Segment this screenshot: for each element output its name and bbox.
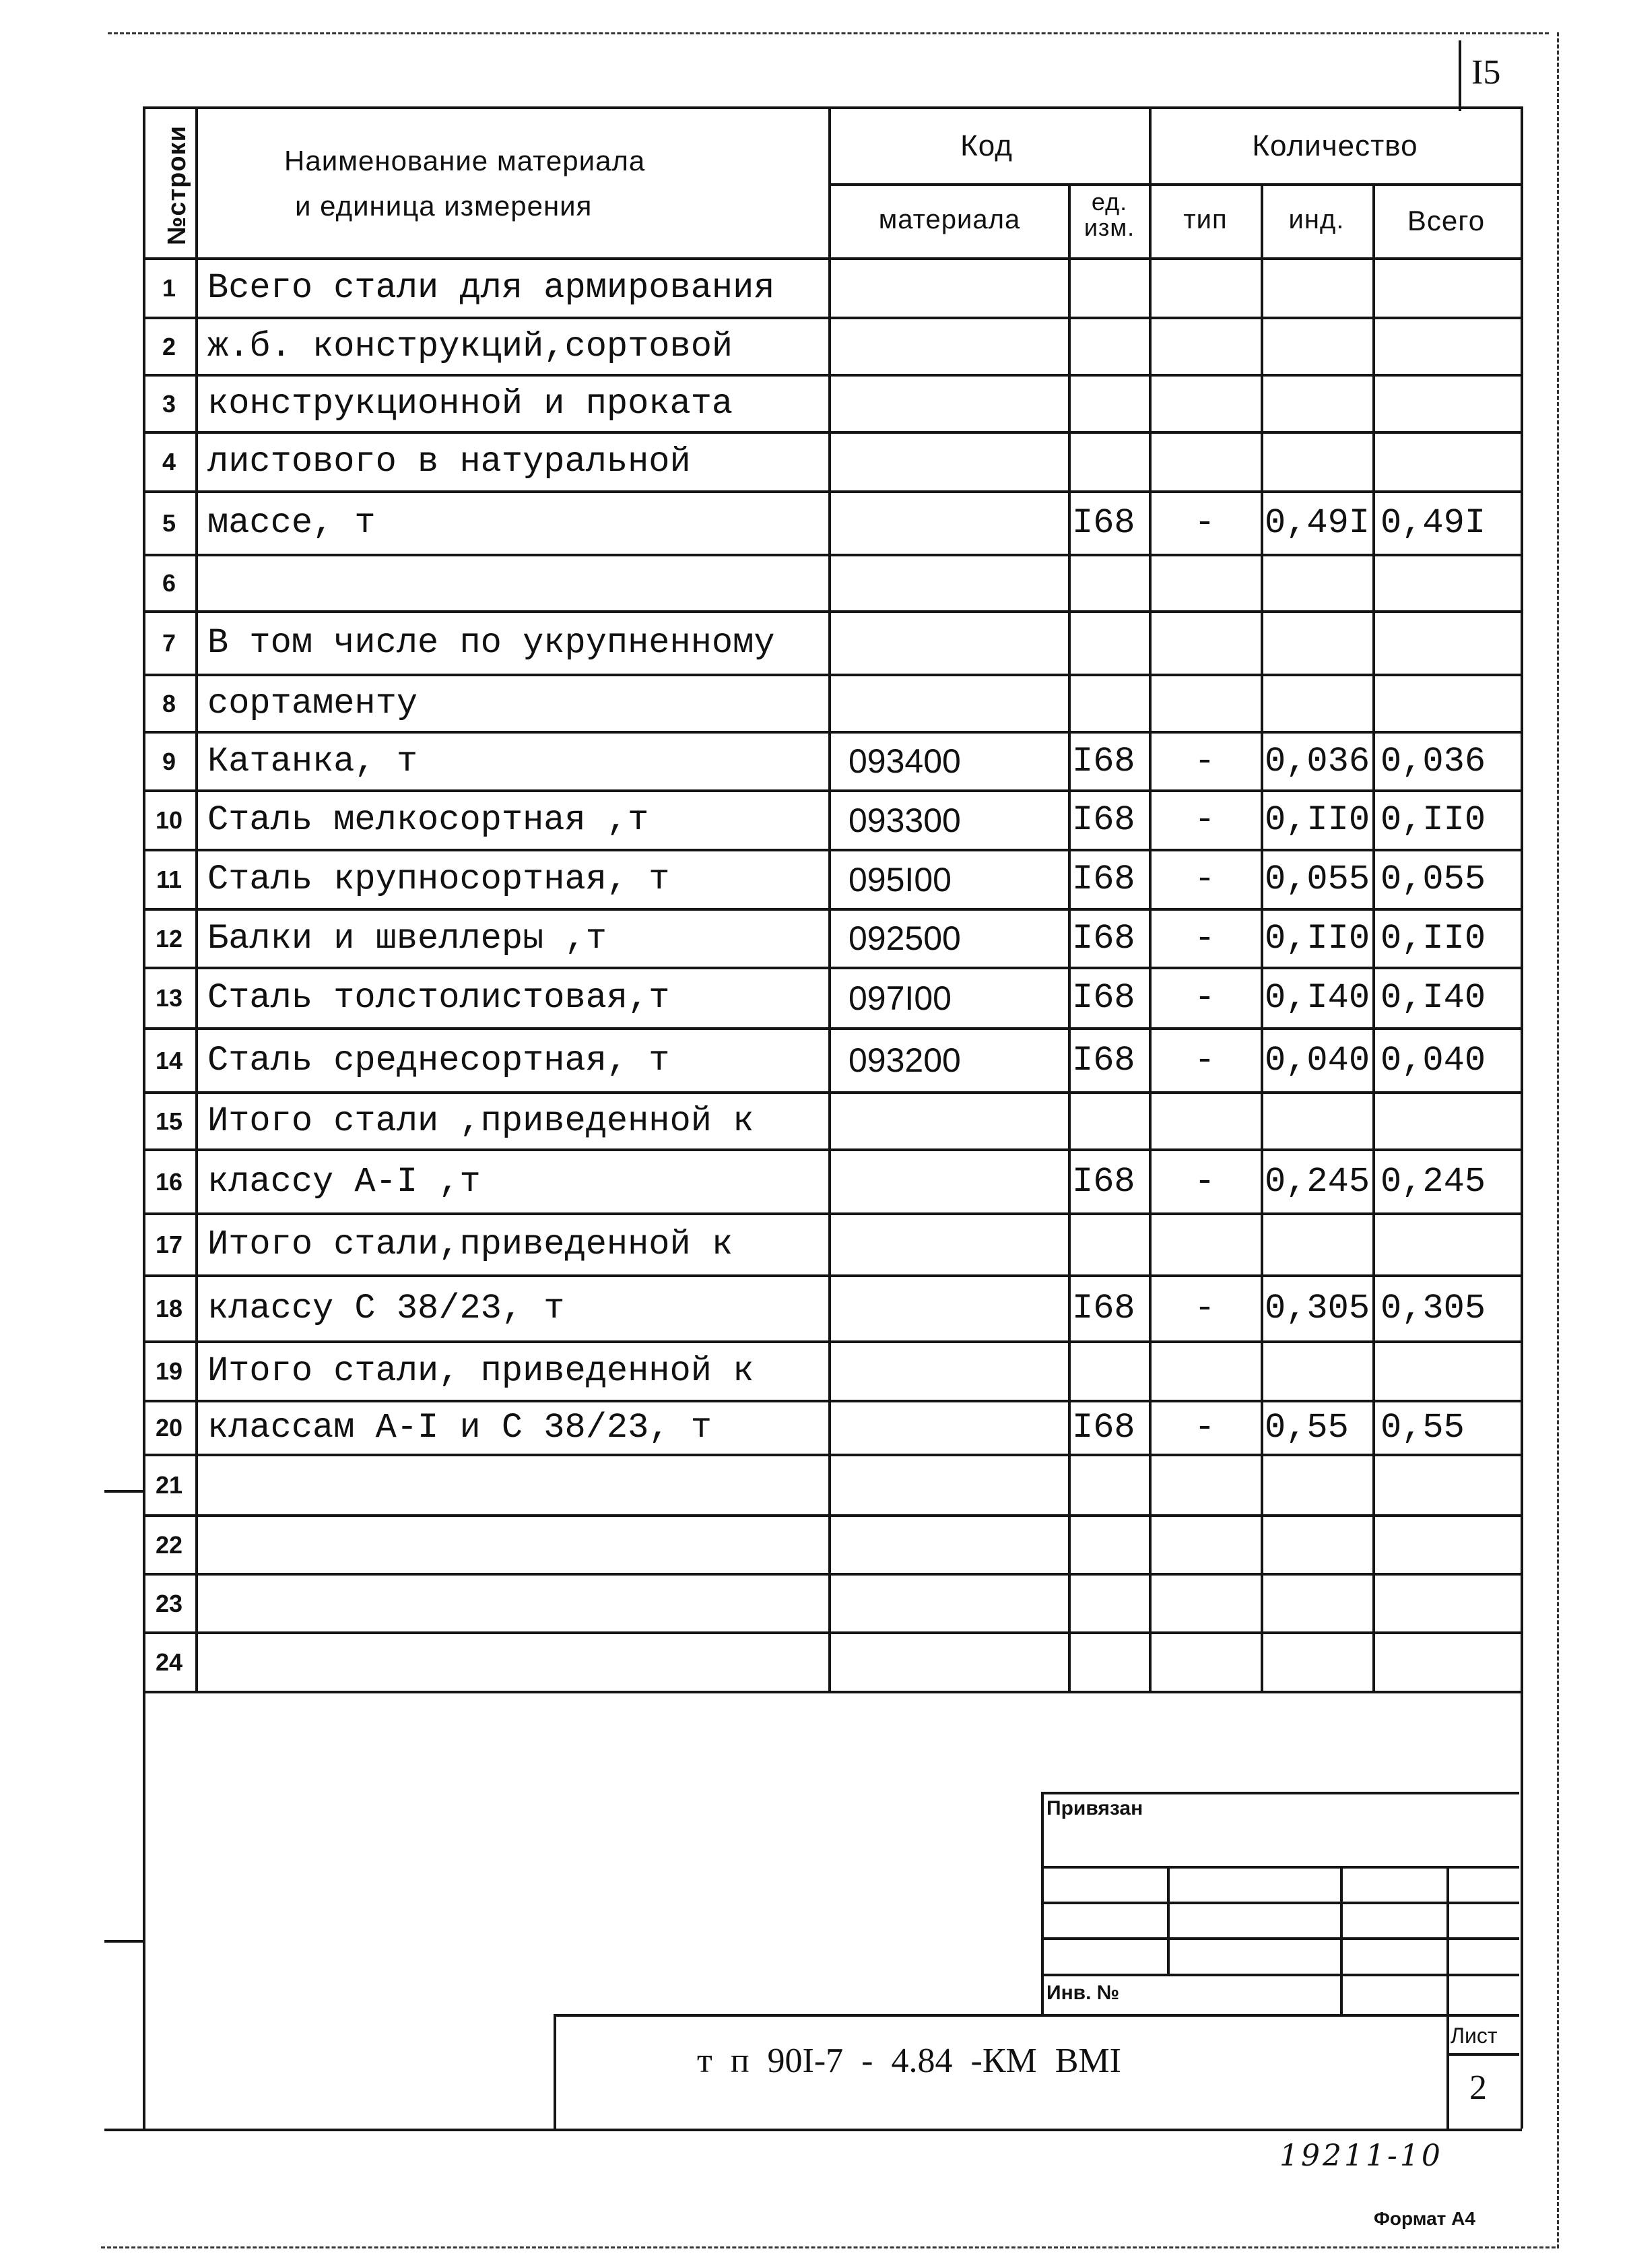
row-total [1380,1455,1519,1516]
row-unit [1072,1214,1146,1276]
header-name-line2: и единица измерения [295,190,593,222]
row-total [1380,259,1519,318]
row-total [1380,675,1519,732]
row-number: 20 [155,1414,183,1441]
row-ind: 0,55 [1265,1408,1349,1448]
row-number: 14 [155,1047,183,1074]
row-number: 19 [155,1357,183,1385]
col-line [828,106,831,1691]
row-ind [1265,1455,1370,1516]
row-name [207,1516,820,1574]
row-ind [1265,1093,1370,1150]
row-type: - [1194,742,1216,781]
row-code [848,1574,1061,1633]
stamp-sheet-number: 2 [1469,2069,1487,2107]
row-unit [1072,318,1146,375]
row-type: - [1194,1289,1216,1328]
row-name: В том числе по укрупненному [207,623,775,663]
row-code [848,1401,1061,1455]
stamp-inv-no: Инв. № [1046,1982,1120,2004]
row-total: 0,55 [1380,1408,1465,1448]
row-code [848,1455,1061,1516]
row-total [1380,1574,1519,1633]
row-number: 5 [162,509,176,537]
table-top-line [143,106,1521,109]
row-number: 10 [155,806,183,834]
row-total [1380,1342,1519,1401]
row-name [207,1574,820,1633]
header-sub-line [828,183,1521,186]
row-number: 18 [155,1295,183,1322]
row-code [848,1093,1061,1150]
row-unit [1072,432,1146,492]
row-number: 1 [162,274,176,302]
row-ind [1265,375,1370,432]
header-name-line1: Наименование материала [284,145,646,176]
col-line [1372,183,1375,1691]
row-unit: I68 [1072,1041,1135,1080]
row-ind: 0,040 [1265,1041,1370,1080]
row-code [848,675,1061,732]
row-code [848,432,1061,492]
row-total [1380,375,1519,432]
bottom-border [101,2246,1556,2248]
stamp-line [1340,1866,1343,2014]
row-code [848,612,1061,675]
stamp-line [1446,2053,1519,2056]
page-number-box-left [1459,40,1461,111]
row-number: 9 [162,748,176,775]
row-name: Всего стали для армирования [207,268,775,308]
row-code [848,1150,1061,1214]
row-unit [1072,1516,1146,1574]
row-total: 0,II0 [1380,800,1486,840]
binding-mark [104,1940,145,1943]
row-ind [1265,1574,1370,1633]
stamp-doc-code: т п 90I-7 - 4.84 -КМ ВМI [697,2042,1121,2080]
row-name: конструкционной и проката [207,384,733,424]
row-name: Балки и швеллеры ,т [207,919,607,959]
row-unit [1072,1574,1146,1633]
row-unit [1072,555,1146,612]
row-name: сортаменту [207,684,418,723]
row-number: 8 [162,690,176,717]
row-code: 095I00 [848,861,952,899]
row-unit: I68 [1072,1162,1135,1202]
row-code [848,1633,1061,1692]
row-ind: 0,055 [1265,860,1370,899]
row-total: 0,040 [1380,1041,1486,1080]
row-number: 3 [162,390,176,418]
header-unit-line2: изм. [1084,214,1135,241]
row-code: 093200 [848,1041,961,1079]
col-line [1261,183,1263,1691]
row-code: 093300 [848,802,961,839]
row-total [1380,1516,1519,1574]
row-ind [1265,675,1370,732]
row-type [1152,1516,1258,1574]
row-unit [1072,259,1146,318]
row-name: Сталь крупносортная, т [207,860,670,899]
row-type [1152,259,1258,318]
row-ind [1265,1214,1370,1276]
header-code: Код [960,129,1013,162]
row-ind: 0,036 [1265,742,1370,781]
row-code [848,1516,1061,1574]
stamp-line [554,2014,1519,2017]
row-type: - [1194,860,1216,899]
stamp-line [1167,1866,1170,1974]
row-unit [1072,375,1146,432]
row-code [848,1276,1061,1342]
row-total: 0,305 [1380,1289,1486,1328]
row-name [207,1633,820,1692]
row-name: листового в натуральной [207,442,691,482]
top-border [108,32,1549,34]
row-type: - [1194,978,1216,1018]
row-name: Итого стали,приведенной к [207,1225,733,1264]
row-ind: 0,245 [1265,1162,1370,1202]
row-type [1152,1093,1258,1150]
row-name: Сталь толстолистовая,т [207,978,670,1018]
row-unit [1072,1455,1146,1516]
row-type: - [1194,800,1216,840]
row-name: классу А-I ,т [207,1162,481,1202]
row-code [848,492,1061,555]
row-unit [1072,1093,1146,1150]
row-code [848,555,1061,612]
row-ind [1265,318,1370,375]
row-unit: I68 [1072,860,1135,899]
header-total: Всего [1407,205,1486,236]
header-unit-line1: ед. [1091,188,1128,216]
row-number: 22 [155,1531,183,1559]
row-total: 0,055 [1380,860,1486,899]
header-row-number: №строки [163,125,191,245]
col-line [1068,183,1071,1691]
row-total [1380,1214,1519,1276]
row-number: 11 [156,866,182,893]
right-border [1557,32,1559,2248]
row-name [207,555,820,612]
stamp-privyazan: Привязан [1046,1797,1143,1819]
row-type [1152,675,1258,732]
row-type [1152,612,1258,675]
row-ind [1265,1516,1370,1574]
row-type: - [1194,1408,1216,1448]
row-number: 16 [155,1168,183,1196]
row-number: 21 [155,1471,183,1499]
col-line [195,106,198,1691]
row-name [207,1455,820,1516]
row-name: ж.б. конструкций,сортовой [207,327,733,366]
row-type [1152,1342,1258,1401]
header-quantity: Количество [1252,129,1418,162]
row-ind [1265,259,1370,318]
row-total [1380,1633,1519,1692]
row-unit [1072,612,1146,675]
header-type: тип [1183,205,1228,234]
row-number: 15 [155,1107,183,1135]
row-number: 24 [155,1648,183,1676]
row-number: 2 [162,333,176,360]
row-type [1152,1214,1258,1276]
page-number: I5 [1471,53,1501,92]
row-name: Итого стали ,приведенной к [207,1101,754,1141]
row-unit: I68 [1072,1289,1135,1328]
row-number: 12 [155,925,183,952]
stamp-sheet-label: Лист [1451,2023,1498,2048]
row-code: 093400 [848,742,961,780]
row-ind: 0,305 [1265,1289,1370,1328]
row-ind [1265,612,1370,675]
row-total: 0,245 [1380,1162,1486,1202]
row-unit [1072,1633,1146,1692]
row-type: - [1194,503,1216,543]
table-bottom-line [104,2129,1522,2131]
row-unit: I68 [1072,800,1135,840]
row-type [1152,1455,1258,1516]
row-ind: 0,I40 [1265,978,1370,1018]
row-total: 0,I40 [1380,978,1486,1018]
row-type [1152,1633,1258,1692]
stamp-line [1041,1792,1519,1794]
row-total [1380,1093,1519,1150]
row-type [1152,432,1258,492]
row-type [1152,555,1258,612]
row-total [1380,612,1519,675]
row-type [1152,1574,1258,1633]
header-ind: инд. [1288,205,1345,234]
row-total: 0,036 [1380,742,1486,781]
stamp-line [1446,1866,1449,2014]
row-total [1380,318,1519,375]
row-ind [1265,555,1370,612]
row-unit [1072,675,1146,732]
row-type [1152,375,1258,432]
row-code: 097I00 [848,979,952,1017]
row-type [1152,318,1258,375]
row-number: 4 [162,448,176,476]
row-code [848,259,1061,318]
row-code [848,1342,1061,1401]
row-total: 0,II0 [1380,919,1486,959]
row-unit: I68 [1072,978,1135,1018]
row-code [848,318,1061,375]
row-number: 13 [155,984,183,1012]
row-name: классам А-I и С 38/23, т [207,1408,712,1448]
row-number: 7 [162,629,176,657]
row-name: Итого стали, приведенной к [207,1351,754,1391]
row-name: Сталь мелкосортная ,т [207,800,649,840]
row-ind [1265,1633,1370,1692]
binding-mark [104,1490,145,1493]
row-name: классу С 38/23, т [207,1289,565,1328]
header-material: материала [878,205,1021,234]
row-total [1380,432,1519,492]
row-ind: 0,II0 [1265,919,1370,959]
row-ind: 0,II0 [1265,800,1370,840]
stamp-line [1446,2014,1449,2129]
row-type: - [1194,1041,1216,1080]
row-unit: I68 [1072,742,1135,781]
row-number: 6 [162,569,176,597]
row-code [848,375,1061,432]
row-unit: I68 [1072,1408,1135,1448]
row-total [1380,555,1519,612]
row-ind: 0,49I [1265,503,1370,543]
stamp-line [554,2014,556,2129]
row-name: Катанка, т [207,742,418,781]
row-ind [1265,1342,1370,1401]
row-type: - [1194,919,1216,959]
row-unit: I68 [1072,503,1135,543]
row-name: массе, т [207,503,376,543]
format-label: Формат А4 [1374,2208,1475,2229]
row-code: 092500 [848,919,961,957]
row-number: 17 [155,1231,183,1258]
row-name: Сталь среднесортная, т [207,1041,670,1080]
row-total: 0,49I [1380,503,1486,543]
table-right-line [1521,106,1523,2129]
row-unit: I68 [1072,919,1135,959]
row-unit [1072,1342,1146,1401]
row-type: - [1194,1162,1216,1202]
handwritten-number: 19211-10 [1279,2139,1443,2173]
row-code [848,1214,1061,1276]
row-ind [1265,432,1370,492]
row-number: 23 [155,1590,183,1617]
